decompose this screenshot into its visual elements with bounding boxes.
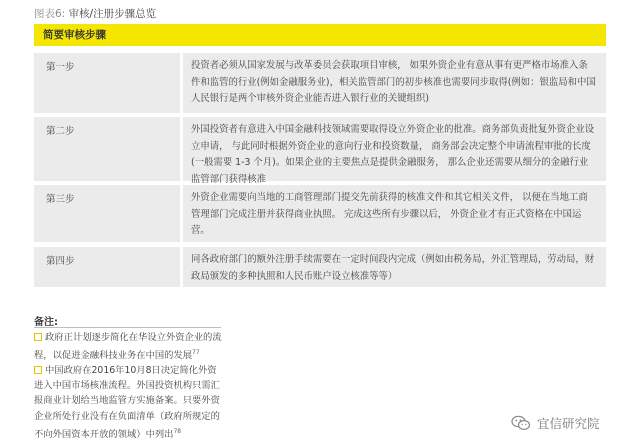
note-text: 中国政府在2016年10月8日决定简化外资进入中国市场核准流程。外国投资机构只需汇报商业计划给当地监管方实施备案。只要外资企业所处行业没有在负面清单（政府所规定的不向外国资本开放的领域）中列出 xyxy=(34,365,220,440)
notes-divider xyxy=(34,327,221,328)
footnote-ref[interactable]: 77 xyxy=(192,349,200,357)
wechat-icon xyxy=(511,415,531,431)
step-label: 第四步 xyxy=(34,247,180,287)
step-description: 外国投资者有意进入中国金融科技领域需要取得设立外资企业的批准。商务部负责批复外资企业设立申请， 与此同时根据外资企业的意向行业和投资数量， 商务部会决定整个申请流程审批的长度(一般需要 1-3 个月)。如果企业的主要焦点是提供金融服务， 那么企业还需要从细分的金融行业监管部门获得核准 xyxy=(180,117,606,181)
note-item xyxy=(34,330,224,364)
figure-caption xyxy=(34,6,156,21)
table-row xyxy=(34,185,606,242)
note-item xyxy=(34,363,224,442)
note-text: 政府正计划逐步简化在华设立外资企业的流程，以促进金融科技业务在中国的发展 xyxy=(34,332,222,362)
step-label: 第一步 xyxy=(34,53,180,113)
figure-label: 图表6: xyxy=(34,8,66,20)
step-description: 同各政府部门的额外注册手续需要在一定时间段内完成（例如由税务局，外汇管理局，劳动局，财政局颁发的多种执照和人民币账户设立核准等等） xyxy=(180,247,606,287)
notes-title: 备注: xyxy=(34,317,58,328)
bullet-box-icon xyxy=(34,333,42,341)
watermark xyxy=(511,414,600,432)
footnote-ref[interactable]: 78 xyxy=(173,427,182,435)
steps-table xyxy=(34,24,606,287)
step-description: 投资者必须从国家发展与改革委员会获取项目审核， 如果外资企业有意从事有更严格市场准入条件和监管的行业(例如金融服务业)，相关监管部门的初步核准也需要同步取得(例如：银监局和中国人民银行是两个审核外资企业能否进入银行业的关键组织) xyxy=(180,53,606,113)
table-row xyxy=(34,117,606,185)
bullet-box-icon xyxy=(34,366,42,374)
watermark-text: 宜信研究院 xyxy=(537,416,600,431)
table-row xyxy=(34,247,606,287)
step-description: 外资企业需要向当地的工商管理部门提交先前获得的核准文件和其它相关文件， 以便在当地工商管理部门完成注册并获得商业执照。 完成这些所有步骤以后， 外资企业才有正式资格在中国运营。 xyxy=(180,185,606,242)
table-row xyxy=(34,53,606,113)
step-label: 第二步 xyxy=(34,117,180,181)
figure-title: 审核/注册步骤总览 xyxy=(68,8,157,20)
step-label: 第三步 xyxy=(34,185,180,242)
table-header: 简要审核步骤 xyxy=(34,24,606,46)
